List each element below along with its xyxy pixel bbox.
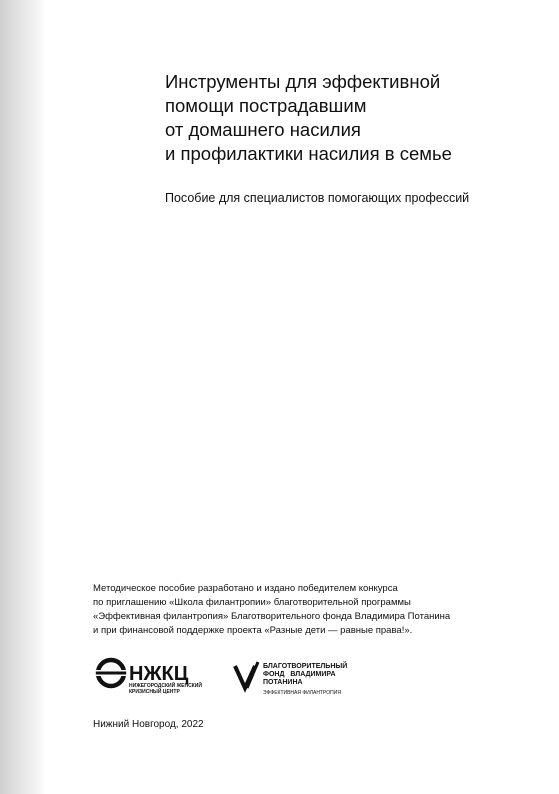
- potanin-foundation-logo: [233, 658, 433, 698]
- city-year: Нижний Новгород, 2022: [93, 719, 204, 730]
- nzhkc-logo-bar: [96, 672, 126, 675]
- title-line-4: и профилактики насилия в семье: [165, 143, 452, 164]
- nzhkc-logo: [93, 656, 213, 696]
- publication-note: [93, 582, 450, 638]
- potanin-logo-stroke: [247, 662, 258, 688]
- nzhkc-logo-line2: КРИЗИСНЫЙ ЦЕНТР: [129, 689, 180, 695]
- nzhkc-logo-line1: НИЖЕГОРОДСКИЙ ЖЕНСКИЙ: [129, 683, 202, 689]
- title-line-3: от домашнего насилия: [165, 119, 361, 140]
- title-line-2: помощи пострадавшим: [165, 95, 367, 116]
- potanin-logo-line1: БЛАГОТВОРИТЕЛЬНЫЙ: [263, 663, 348, 670]
- potanin-logo-line2: [263, 671, 336, 678]
- potanin-logo-line2a: ФОНД: [263, 671, 285, 678]
- title-line-1: Инструменты для эффективной: [165, 71, 441, 92]
- note-line-3: «Эффективная филантропия» Благотворительного фонда Владимира Потанина: [93, 611, 451, 622]
- nzhkc-logo-name: НЖКЦ: [129, 663, 189, 685]
- document-title: [165, 70, 545, 166]
- note-line-1: Методическое пособие разработано и издано победителем конкурса: [93, 583, 398, 594]
- potanin-logo-line3: ПОТАНИНА: [263, 679, 303, 686]
- potanin-logo-line2b: ВЛАДИМИРА: [290, 671, 336, 678]
- potanin-logo-line4: ЭФФЕКТИВНАЯ ФИЛАНТРОПИЯ: [263, 690, 341, 696]
- logos-row: [93, 656, 513, 696]
- note-line-2: по приглашению «Школа филантропии» благотворительной программы: [93, 597, 411, 608]
- book-spine-shadow: [0, 0, 46, 794]
- document-subtitle: Пособие для специалистов помогающих профессий: [165, 191, 470, 205]
- note-line-4: и при финансовой поддержке проекта «Разные дети — равные права!».: [93, 625, 413, 636]
